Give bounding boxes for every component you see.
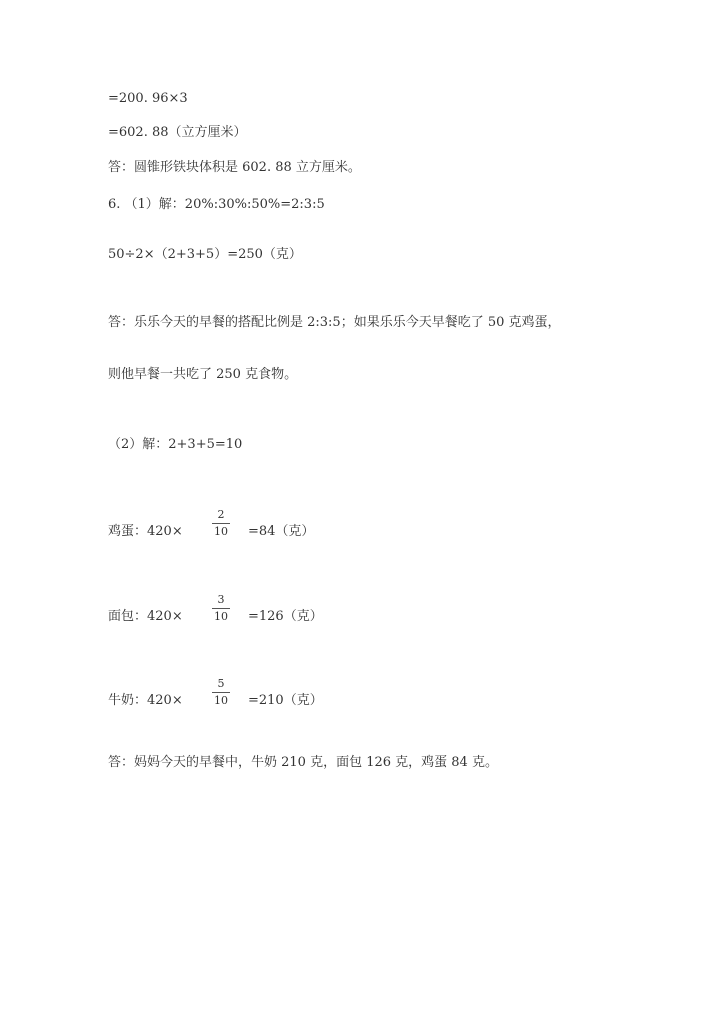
egg-fraction bbox=[212, 508, 230, 539]
bread-fraction-numerator: 3 bbox=[217, 593, 225, 606]
milk-calc-label: 牛奶：420× bbox=[108, 693, 183, 708]
egg-fraction-numerator: 2 bbox=[217, 508, 225, 521]
fraction-bar bbox=[212, 608, 230, 609]
milk-calc-result: =210（克） bbox=[248, 693, 323, 708]
milk-calc-row bbox=[108, 677, 508, 717]
egg-calc-result: =84（克） bbox=[248, 524, 315, 539]
question-6-part-1: 6. （1）解：20%:30%:50%=2:3:5 bbox=[108, 197, 325, 212]
milk-fraction-denominator: 10 bbox=[214, 694, 228, 707]
question-6-part-2: （2）解：2+3+5=10 bbox=[108, 437, 243, 452]
bread-fraction-denominator: 10 bbox=[214, 610, 228, 623]
fraction-bar bbox=[212, 692, 230, 693]
calc-line-egg-total: 50÷2×（2+3+5）=250（克） bbox=[108, 247, 302, 262]
answer-line-total: 则他早餐一共吃了 250 克食物。 bbox=[108, 367, 298, 382]
answer-line-ratio: 答：乐乐今天的早餐的搭配比例是 2:3:5；如果乐乐今天早餐吃了 50 克鸡蛋， bbox=[108, 315, 561, 330]
answer-line-breakfast: 答：妈妈今天的早餐中，牛奶 210 克，面包 126 克，鸡蛋 84 克。 bbox=[108, 755, 498, 770]
bread-calc-result: =126（克） bbox=[248, 609, 323, 624]
egg-calc-label: 鸡蛋：420× bbox=[108, 524, 183, 539]
fraction-bar bbox=[212, 523, 230, 524]
bread-fraction bbox=[212, 593, 230, 624]
calc-line-2: =602. 88（立方厘米） bbox=[108, 125, 247, 140]
milk-fraction bbox=[212, 677, 230, 708]
bread-calc-row bbox=[108, 593, 508, 633]
answer-line-cone: 答：圆锥形铁块体积是 602. 88 立方厘米。 bbox=[108, 160, 361, 175]
calc-line-1: =200. 96×3 bbox=[108, 91, 188, 106]
egg-calc-row bbox=[108, 508, 508, 548]
milk-fraction-numerator: 5 bbox=[217, 677, 225, 690]
egg-fraction-denominator: 10 bbox=[214, 525, 228, 538]
bread-calc-label: 面包：420× bbox=[108, 609, 183, 624]
